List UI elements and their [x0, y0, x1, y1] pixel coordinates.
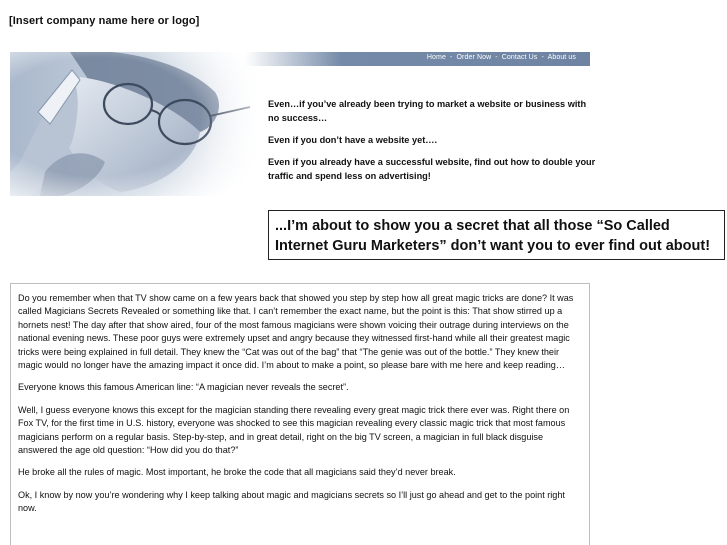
- nav-separator: -: [450, 54, 453, 61]
- article-paragraph: He broke all the rules of magic. Most important, he broke the code that all magicians said they’d never break.: [18, 467, 456, 478]
- top-navigation: [245, 52, 590, 66]
- intro-line: Even if you don’t have a website yet….: [268, 135, 437, 145]
- man-with-glasses-photo-icon: [10, 52, 260, 196]
- article-paragraph: Well, I guess everyone knows this except for the magician standing there revealing every great magic trick there ever was. Right there on Fox TV, for the first time in U.S. history, everyone was shocked to see this magician revealing every classic magic trick that most famous magicians perform on a regular basis. Step-by-step, and in great detail, right on the big TV screen, a magician in full black disguise answered the age old question: “How did you do that?”: [18, 404, 570, 456]
- intro-headlines: [268, 97, 598, 191]
- nav-about-us-link[interactable]: About us: [547, 54, 576, 61]
- article-paragraph: Everyone knows this famous American line: “A magician never reveals the secret”.: [18, 382, 349, 393]
- nav-contact-us-link[interactable]: Contact Us: [501, 54, 538, 61]
- nav-links: [427, 54, 576, 61]
- nav-separator: -: [541, 54, 544, 61]
- nav-order-now-link[interactable]: Order Now: [456, 54, 492, 61]
- hero-photo: [10, 52, 260, 196]
- intro-line: Even…if you’ve already been trying to market a website or business with no success…: [268, 99, 587, 123]
- article-paragraph: Ok, I know by now you’re wondering why I keep talking about magic and magicians secrets so I’ll just go ahead and get to the point right now.: [18, 489, 565, 514]
- article-body: [10, 283, 590, 545]
- company-logo-placeholder: [Insert company name here or logo]: [9, 15, 200, 27]
- nav-separator: -: [495, 54, 498, 61]
- article-paragraph: Do you remember when that TV show came on a few years back that showed you step by step how all great magic tricks are done? It was called Magicians Secrets Revealed or something like that. I can’t remember the exact name, but the point is this: That show stirred up a hornets nest! The day after that show aired, four of the most famous magicians were shown voicing their outrage during interviews on the national evening news. These poor guys were extremely upset and angry because they witnessed first-hand while all their greatest magic tricks were being explained in full detail. They knew the “Cat was out of the bag” that “The genie was out of the bottle.” They knew their magic would no longer have the amazing impact it once did. I’m about to make a point, so please bare with me here and keep reading…: [18, 293, 574, 371]
- intro-line: Even if you already have a successful website, find out how to double your traffic and spend less on advertising!: [268, 157, 596, 181]
- secret-callout-box: ...I’m about to show you a secret that all those “So Called Internet Guru Marketers” don’t want you to ever find out about!: [268, 210, 725, 260]
- nav-home-link[interactable]: Home: [426, 54, 446, 61]
